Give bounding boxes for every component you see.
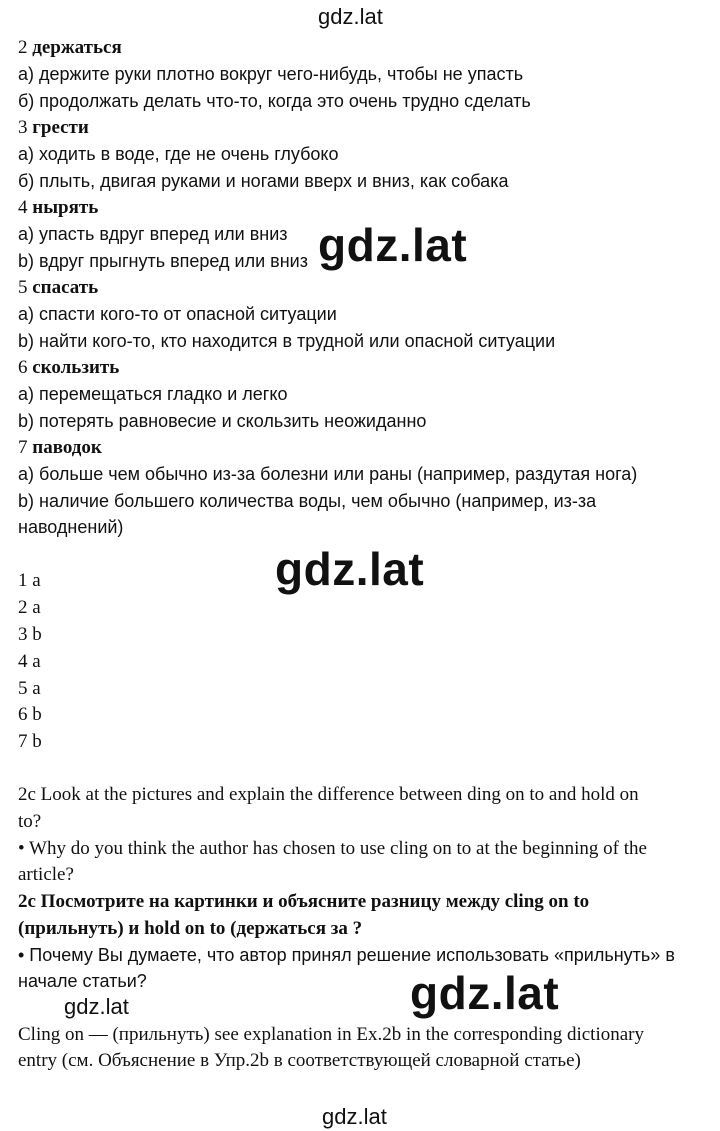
- answer-item: 2 a: [18, 597, 41, 618]
- definition-a: а) больше чем обычно из-за болезни или раны (например, раздутая нога): [18, 464, 638, 484]
- task-english-line: 2c Look at the pictures and explain the difference between ding on to and hold on: [18, 784, 639, 805]
- task-russian-heading: 2c Посмотрите на картинки и объясните разницу между cling on to: [18, 891, 590, 912]
- definition-a: а) упасть вдруг вперед или вниз: [18, 224, 288, 244]
- watermark-bottom: gdz.lat: [322, 1104, 387, 1129]
- answer-item: 3 b: [18, 624, 42, 645]
- definition-b-continued: наводнений): [18, 517, 124, 537]
- answer-item: 1 a: [18, 570, 41, 591]
- definition-heading: 7 паводок: [18, 437, 102, 458]
- answer-item: 4 a: [18, 651, 41, 672]
- definition-a: а) держите руки плотно вокруг чего-нибудь, чтобы не упасть: [18, 64, 524, 84]
- definition-a: а) перемещаться гладко и легко: [18, 384, 288, 404]
- watermark-top: gdz.lat: [318, 4, 383, 29]
- definition-b: b) найти кого-то, кто находится в трудной или опасной ситуации: [18, 331, 556, 351]
- definition-heading: 3 грести: [18, 117, 89, 138]
- answer-text-line: entry (см. Объяснение в Упр.2b в соответствующей словарной статье): [18, 1050, 581, 1071]
- definition-b: b) наличие большего количества воды, чем обычно (например, из-за: [18, 491, 597, 511]
- definition-b: b) вдруг прыгнуть вперед или вниз: [18, 251, 308, 271]
- answer-item: 5 a: [18, 678, 41, 699]
- watermark-lower-small: gdz.lat: [64, 994, 129, 1019]
- definition-heading: 5 спасать: [18, 277, 99, 298]
- definition-heading: 4 нырять: [18, 197, 99, 218]
- definition-a: а) спасти кого-то от опасной ситуации: [18, 304, 337, 324]
- definition-b: б) продолжать делать что-то, когда это очень трудно сделать: [18, 91, 531, 111]
- definition-heading: 6 скользить: [18, 357, 120, 378]
- answer-item: 6 b: [18, 704, 42, 725]
- task-russian-line: • Почему Вы думаете, что автор принял решение использовать «прильнуть» в: [18, 945, 675, 965]
- task-english-line: to?: [18, 811, 42, 832]
- answer-text-line: Cling on — (прильнуть) see explanation in Ex.2b in the corresponding dictionary: [18, 1024, 644, 1045]
- task-russian-heading: (прильнуть) и hold on to (держаться за ?: [18, 918, 363, 939]
- watermark-mid: gdz.lat: [275, 543, 425, 595]
- definition-b: б) плыть, двигая руками и ногами вверх и вниз, как собака: [18, 171, 509, 191]
- watermark-lower-big: gdz.lat: [410, 967, 560, 1019]
- answer-item: 7 b: [18, 731, 42, 752]
- task-english-line: • Why do you think the author has chosen to use cling on to at the beginning of the: [18, 838, 647, 859]
- definition-b: b) потерять равновесие и скользить неожиданно: [18, 411, 427, 431]
- watermark-mid: gdz.lat: [318, 219, 468, 271]
- definition-heading: 2 держаться: [18, 37, 122, 58]
- task-russian-line: начале статьи?: [18, 971, 147, 991]
- task-english-line: article?: [18, 864, 74, 885]
- definition-a: а) ходить в воде, где не очень глубоко: [18, 144, 339, 164]
